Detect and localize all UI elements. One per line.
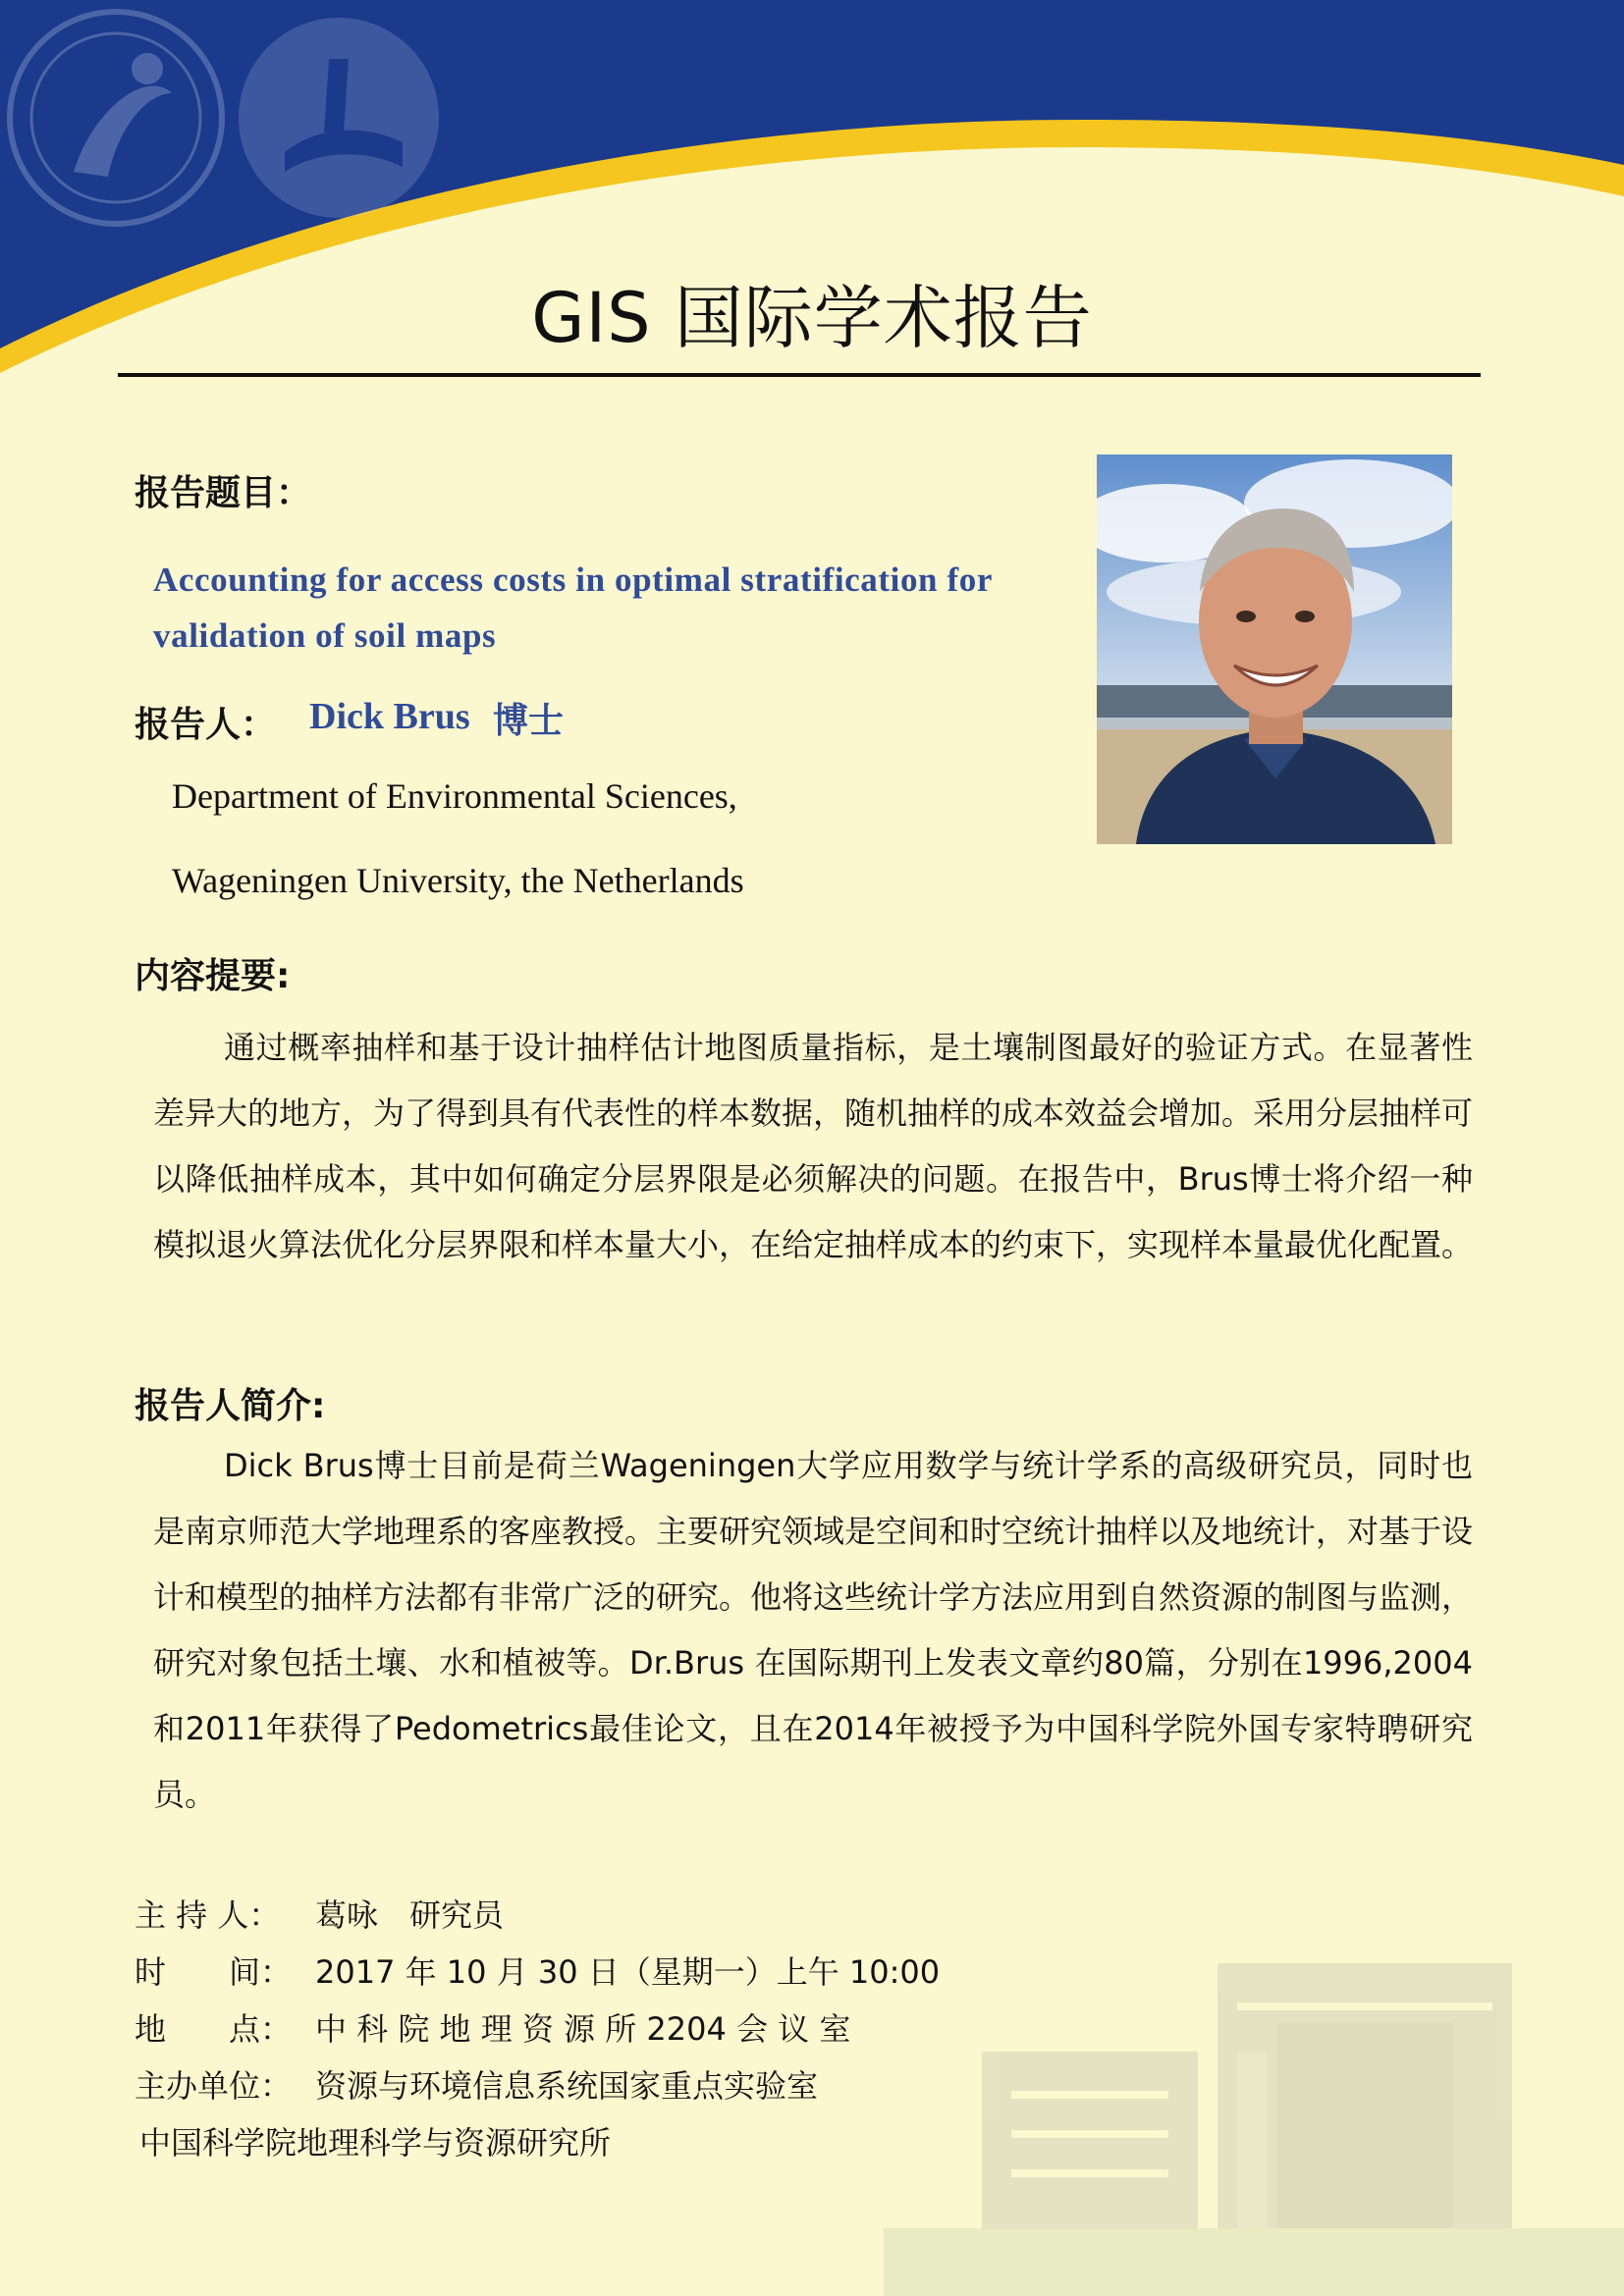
- time-value: 2017 年 10 月 30 日（星期一）上午 10:00: [315, 1953, 941, 1991]
- affiliation-line-1: Department of Environmental Sciences,: [172, 776, 737, 816]
- speaker-portrait-icon: [1097, 454, 1452, 844]
- affiliation-line-2: Wageningen University, the Netherlands: [172, 861, 744, 900]
- speaker-title: 博士: [493, 701, 565, 741]
- speaker-photo: [1097, 454, 1452, 844]
- place-label: 地 点：: [135, 2010, 293, 2048]
- organizer-line-2: 中国科学院地理科学与资源研究所: [139, 2124, 612, 2162]
- organizer-row: [135, 2061, 818, 2107]
- bio-label: 报告人简介:: [135, 1386, 326, 1426]
- abstract-label: 内容提要:: [135, 956, 291, 996]
- abstract-text: 通过概率抽样和基于设计抽样估计地图质量指标，是土壤制图最好的验证方式。在显著性差异大的地方，为了得到具有代表性的样本数据，随机抽样的成本效益会增加。采用分层抽样可以降低抽样成本，其中如何确定分层界限是必须解决的问题。在报告中，Brus博士将介绍一种模拟退火算法优化分层界限和样本量大小，在给定抽样成本的约束下，实现样本量最优化配置。: [153, 1029, 1474, 1263]
- topic-text: Accounting for access costs in optimal stratification for validation of soil maps: [153, 561, 993, 655]
- host-value: 葛咏 研究员: [315, 1896, 505, 1934]
- topic-label: 报告题目：: [135, 473, 312, 513]
- time-row: [135, 1948, 940, 1993]
- page-title: GIS 国际学术报告: [531, 278, 1093, 358]
- organizer-label: 主办单位：: [135, 2067, 293, 2105]
- place-row: [135, 2004, 850, 2050]
- host-row: [135, 1891, 504, 1936]
- host-label: 主 持 人：: [135, 1896, 281, 1934]
- bio-text: Dick Brus博士目前是荷兰Wageningen大学应用数学与统计学系的高级研究员，同时也是南京师范大学地理系的客座教授。主要研究领域是空间和时空统计抽样以及地统计，对基于设计和模型的抽样方法都有非常广泛的研究。他将这些统计学方法应用到自然资源的制图与监测，研究对象包括土壤、水和植被等。Dr.Brus 在国际期刊上发表文章约80篇，分别在1996,2004和2011年获得了Pedometrics最佳论文，且在2014年被授予为中国科学院外国专家特聘研究员。: [153, 1447, 1474, 1813]
- title-divider: [118, 373, 1481, 377]
- speaker-name: Dick Brus: [309, 696, 470, 737]
- organizer-value: 资源与环境信息系统国家重点实验室: [315, 2067, 819, 2105]
- speaker-label: 报告人：: [135, 705, 277, 745]
- place-value: 中 科 院 地 理 资 源 所 2204 会 议 室: [315, 2010, 851, 2048]
- time-label: 时 间：: [135, 1953, 293, 1991]
